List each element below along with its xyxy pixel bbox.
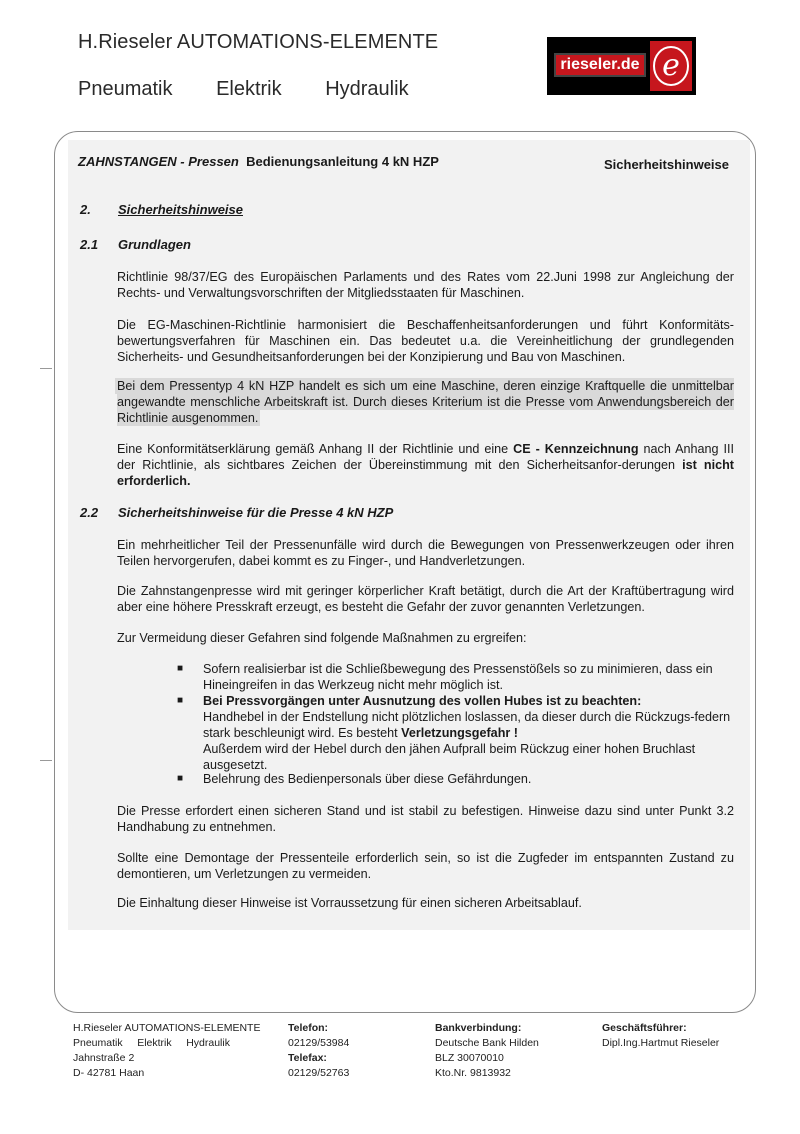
- division-pneumatik: Pneumatik: [78, 78, 173, 100]
- fax-number: 02129/52763: [288, 1067, 350, 1079]
- section-title: Grundlagen: [118, 237, 191, 252]
- division-hydraulik: Hydraulik: [325, 78, 409, 100]
- paragraph-accidents: Ein mehrheitlicher Teil der Pressenunfälle wird durch die Bewegungen von Pressenwerkzeugen oder ihren Teilen hervorgerufen, dabei kommt es zu Finger-, und Handverletzungen.: [117, 538, 734, 568]
- fold-mark: [40, 368, 52, 369]
- division-list: [78, 78, 447, 101]
- section-number: 2.: [80, 202, 91, 217]
- section-2-heading: [80, 202, 243, 217]
- manual-name: Bedienungsanleitung 4 kN HZP: [246, 154, 439, 169]
- logo-e-icon: [650, 41, 692, 91]
- section-title: Sicherheitshinweise: [118, 202, 243, 217]
- doc-header-section: Sicherheitshinweise: [604, 157, 729, 172]
- fold-mark: [40, 760, 52, 761]
- paragraph-press-force: Die Zahnstangenpresse wird mit geringer körperlicher Kraft betätigt, durch die Art der Kraftübertragung wird aber eine höhere Presskraft erzeugt, es besteht die Gefahr der zuvor genannten Verletzungen.: [117, 584, 734, 614]
- injury-warning: Verletzungsgefahr !: [401, 726, 518, 740]
- paragraph-conformity: Eine Konformitätserklärung gemäß Anhang II der Richtlinie und eine CE - Kennzeichnung nach Anhang III der Richtlinie, als sichtbares Zeichen der Übereinstimmung mit den Sicherheitsanfor-derungen ist nicht erforderlich.: [117, 442, 734, 488]
- bullet-icon: ■: [177, 773, 184, 784]
- footer-ceo: Geschäftsführer: Dipl.Ing.Hartmut Rieseler: [602, 1022, 720, 1049]
- division-elektrik: Elektrik: [216, 78, 282, 100]
- paragraph-harmonisation: Die EG-Maschinen-Richtlinie harmonisiert die Beschaffenheitsanforderungen und führt Konformitäts-bewertungsverfahren für Maschinen ein. Das bedeutet u.a. die Vereinheitlichung der grundlegenden Sicherheits- und Gesundheitsanforderungen bei der Konzipierung und Bau von Maschinen.: [117, 318, 734, 364]
- paragraph-stability: Die Presse erfordert einen sicheren Stand und ist stabil zu befestigen. Hinweise dazu sind unter Punkt 3.2 Handhabung zu entnehmen.: [117, 804, 734, 834]
- list-item-text: Bei Pressvorgängen unter Ausnutzung des vollen Hubes ist zu beachten: Handhebel in der Endstellung nicht plötzlichen loslassen, da dieser durch die Rückzugs-federn stark beschleunigt wird. Es besteht Verletzungsgefahr ! Außerdem wird der Hebel durch den jähen Aufprall beim Rückzug einer hohen Bruchlast ausgesetzt.: [203, 694, 731, 772]
- company-logo: [547, 37, 696, 95]
- footer-company: H.Rieseler AUTOMATIONS-ELEMENTE Pneumatik Elektrik Hydraulik Jahnstraße 2 D- 42781 Haan: [73, 1022, 261, 1079]
- logo-text: rieseler.de: [554, 53, 646, 77]
- not-required: ist nicht erforderlich.: [117, 458, 734, 488]
- logo-letter: e: [662, 48, 680, 83]
- paragraph-exemption: [117, 378, 734, 426]
- product-name: ZAHNSTANGEN - Pressen: [78, 154, 239, 169]
- paragraph-directive: Richtlinie 98/37/EG des Europäischen Parlaments und des Rates vom 22.Juni 1998 zur Angleichung der Rechts- und Verwaltungsvorschriften der Mitgliedsstaaten für Maschinen.: [117, 270, 734, 300]
- section-2-1-heading: [80, 237, 191, 252]
- bullet-icon: ■: [177, 663, 184, 674]
- footer-contact: Telefon: 02129/53984 Telefax: 02129/52763: [288, 1022, 350, 1079]
- footer-bank: Bankverbindung: Deutsche Bank Hilden BLZ 30070010 Kto.Nr. 9813932: [435, 1022, 539, 1079]
- list-item-title: Bei Pressvorgängen unter Ausnutzung des vollen Hubes ist zu beachten:: [203, 694, 642, 708]
- highlighted-text: Bei dem Pressentyp 4 kN HZP handelt es sich um eine Maschine, deren einzige Kraftquelle die unmittelbar angewandte menschliche Arbeitskraft ist. Durch dieses Kriterium ist die Presse vom Anwendungsbereich der Richtlinie ausgenommen.: [117, 379, 734, 425]
- section-title: Sicherheitshinweise für die Presse 4 kN HZP: [118, 505, 394, 520]
- phone-number: 02129/53984: [288, 1037, 350, 1049]
- section-number: 2.1: [80, 237, 99, 252]
- section-number: 2.2: [80, 505, 99, 520]
- doc-header-title: [78, 154, 439, 169]
- ce-marking: CE - Kennzeichnung: [513, 442, 639, 456]
- list-item-text: Belehrung des Bedienpersonals über diese Gefährdungen.: [203, 772, 532, 786]
- list-item-text: Sofern realisierbar ist die Schließbewegung des Pressenstößels so zu minimieren, dass ein Hineingreifen in das Werkzeug nicht mehr möglich ist.: [203, 662, 713, 692]
- section-2-2-heading: [80, 505, 393, 520]
- bullet-icon: ■: [177, 695, 184, 706]
- company-name: H.Rieseler AUTOMATIONS-ELEMENTE: [78, 31, 439, 53]
- paragraph-conclusion: Die Einhaltung dieser Hinweise ist Vorraussetzung für einen sicheren Arbeitsablauf.: [117, 896, 582, 910]
- paragraph-disassembly: Sollte eine Demontage der Pressenteile erforderlich sein, so ist die Zugfeder im entspannten Zustand zu demontieren, um Verletzungen zu vermeiden.: [117, 851, 734, 881]
- paragraph-measures: Zur Vermeidung dieser Gefahren sind folgende Maßnahmen zu ergreifen:: [117, 631, 527, 645]
